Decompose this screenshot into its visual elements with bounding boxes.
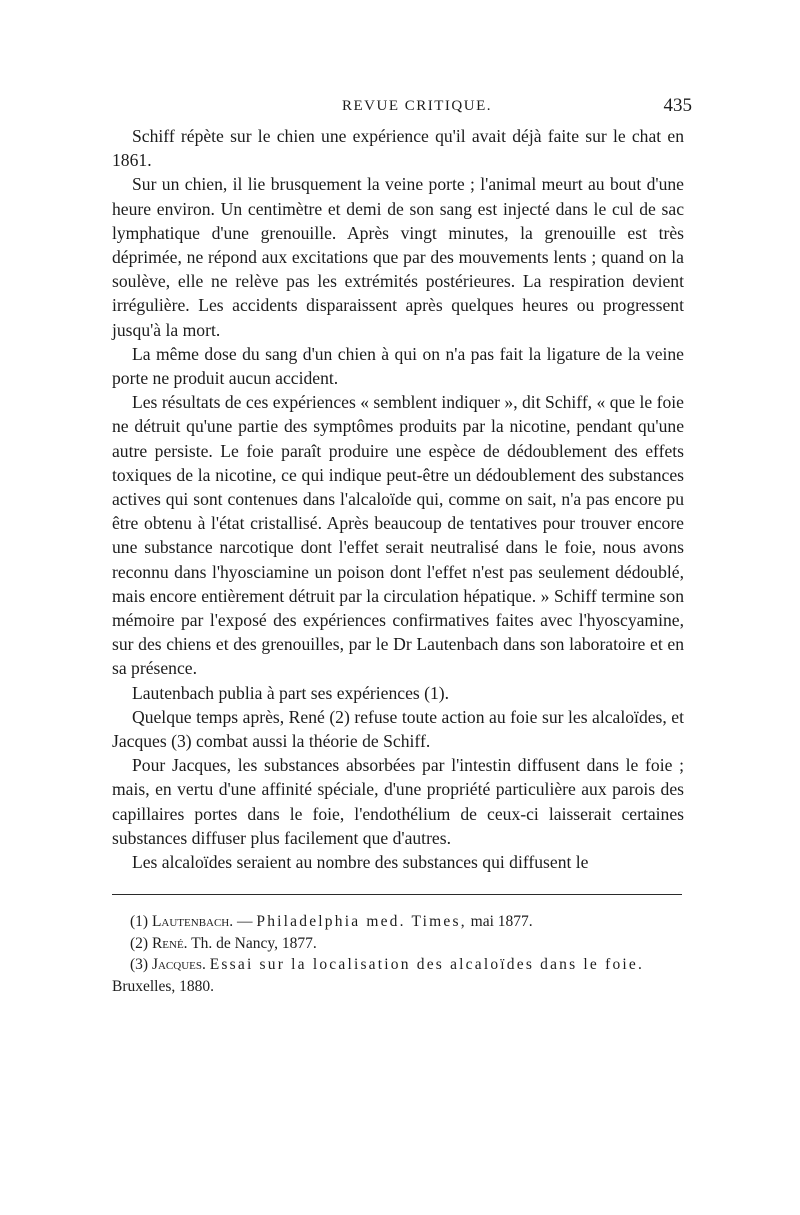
footnote-marker: (1) <box>130 913 149 931</box>
footnote-author: Lautenbach. <box>151 913 234 931</box>
paragraph: Sur un chien, il lie brusquement la veine porte ; l'animal meurt au bout d'une heure environ. Un centimètre et demi de son sang est injecté dans le cul de sac lymphatique d'une grenouille. Après vingt minutes, la grenouille est très déprimée, ne répond aux excitations que par des mouvements lents ; quand on la soulève, elle ne relève pas les extrémités postérieures. La respiration devient irrégulière. Les accidents disparaissent après quelques heures ou progressent jusqu'à la mort. <box>112 174 684 340</box>
footnote-detail: Bruxelles, 1880. <box>112 977 215 995</box>
paragraph: Quelque temps après, René (2) refuse toute action au foie sur les alcaloïdes, et Jacques (3) combat aussi la théorie de Schiff. <box>112 706 684 752</box>
paragraph: La même dose du sang d'un chien à qui on n'a pas fait la ligature de la veine porte ne produit aucun accident. <box>112 343 684 389</box>
footnote <box>112 911 684 933</box>
footnote-detail: Th. de Nancy, 1877. <box>191 934 317 952</box>
main-text <box>112 124 684 874</box>
footnotes <box>112 911 684 997</box>
page-number: 435 <box>663 95 692 116</box>
paragraph: Schiff répète sur le chien une expérience qu'il avait déjà faite sur le chat en 1861. <box>112 126 684 171</box>
paragraph: Les alcaloïdes seraient au nombre des substances qui diffusent le <box>132 852 589 873</box>
footnote-marker: (2) <box>130 934 149 952</box>
footnote-author: Jacques. <box>151 956 206 974</box>
footnote-separator: — <box>237 913 253 931</box>
paragraph: Lautenbach publia à part ses expériences (1). <box>132 682 450 703</box>
footnote-work: Philadelphia med. Times, <box>256 913 467 931</box>
running-header <box>112 95 692 124</box>
footnote-author: René. <box>151 934 188 952</box>
paragraph: Les résultats de ces expériences « semblent indiquer », dit Schiff, « que le foie ne détruit qu'une partie des symptômes produits par la nicotine, pendant qu'une autre persiste. Le foie paraît produire une espèce de dédoublement des effets toxiques de la nicotine, ce qui indique peut-être un dédoublement des substances actives qui sont contenues dans l'alcaloïde qui, comme on sait, n'a pas encore pu être obtenu à l'état cristallisé. Après beaucoup de tentatives pour trouver encore une substance narcotique dont l'effet serait neutralisé dans le foie, nous avons reconnu dans l'hyosciamine un poison dont l'effet n'est pas seulement dédoublé, mais encore entièrement détruit par la circulation hépatique. » Schiff termine son mémoire par l'exposé des expériences confirmatives faites avec l'hyoscyamine, sur des chiens et des grenouilles, par le Dr Lautenbach dans son laboratoire et en sa présence. <box>112 392 684 679</box>
footnote-divider <box>112 894 682 895</box>
footnote-work: Essai sur la localisation des alcaloïdes dans le foie. <box>209 956 645 974</box>
book-page <box>112 95 692 997</box>
running-title: REVUE CRITIQUE. <box>342 98 492 114</box>
footnote <box>112 933 684 955</box>
paragraph: Pour Jacques, les substances absorbées par l'intestin diffusent dans le foie ; mais, en vertu d'une affinité spéciale, d'une propriété particulière aux parois des capillaires portes dans le foie, l'endothélium de ceux-ci laisserait certaines substances diffuser plus facilement que d'autres. <box>112 755 684 848</box>
footnote-detail: mai 1877. <box>470 913 533 931</box>
footnote-marker: (3) <box>130 956 149 974</box>
footnote <box>112 954 684 997</box>
